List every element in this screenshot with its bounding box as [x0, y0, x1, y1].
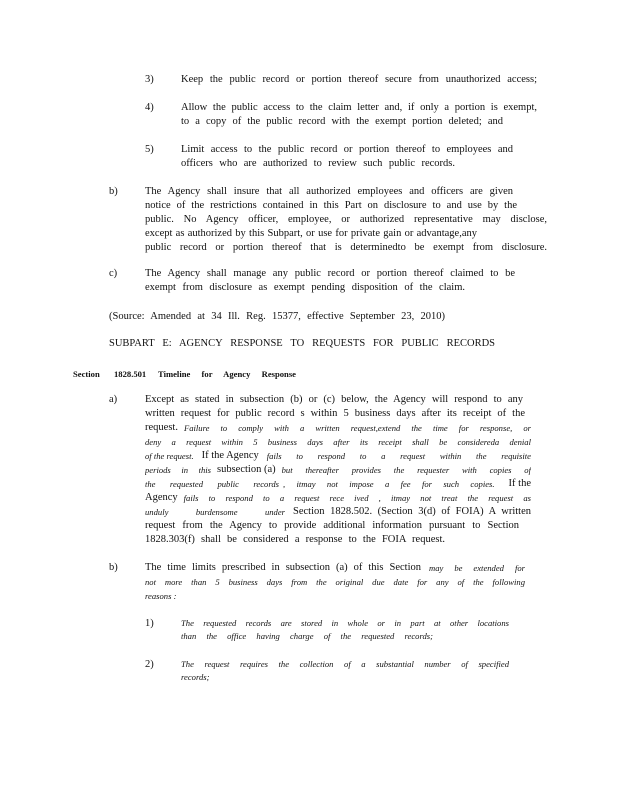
text-line: public record or portion thereof that is determinedto be exempt from disclosure. — [145, 242, 547, 253]
text-run: fails to respond to a request rece ived , itmay not treat the request as — [183, 493, 531, 503]
text-run: fails to respond to a request within the requisite — [266, 451, 531, 461]
item-label: 3) — [145, 74, 154, 85]
subpart-text: SUBPART E: AGENCY RESPONSE TO REQUESTS FOR PUBLIC RECORDS — [109, 338, 495, 349]
text-run: The time limits prescribed in subsection (a) of this Section — [145, 562, 421, 573]
text-line: except as authorized by this Subpart, or use for private gain or advantage,any — [145, 228, 477, 239]
para-label: b) — [109, 186, 118, 197]
text-line: The Agency shall manage any public record or portion thereof claimed to be — [145, 268, 515, 279]
subsection-label: a) — [109, 394, 118, 405]
text-run: periods in this — [145, 465, 211, 475]
text-run: of the request. — [145, 451, 194, 461]
text-line: reasons : — [145, 591, 177, 601]
text-line: The requested records are stored in whole or in part at other locations — [181, 618, 509, 628]
text-line: The request requires the collection of a substantial number of specified — [181, 659, 509, 669]
item-label: 5) — [145, 144, 154, 155]
text-line — [145, 421, 531, 435]
reason-text — [181, 617, 509, 643]
para-label: c) — [109, 268, 118, 279]
text-line: Allow the public access to the claim letter and, if only a portion is exempt, — [181, 102, 537, 113]
text-run: subsection (a) — [217, 464, 276, 475]
text-run: If the — [508, 478, 531, 489]
text-line: Except as stated in subsection (b) or (c) below, the Agency will respond to any — [145, 394, 523, 405]
text-line — [145, 463, 531, 477]
text-run: Failure to comply with a written request,extend the time for response, or — [183, 423, 531, 433]
section-title-text: Timeline for Agency Response — [158, 369, 296, 379]
item-text — [181, 143, 513, 171]
text-run: but thereafter provides the requester with copies of — [281, 465, 531, 475]
text-run: unduly burdensome under — [145, 507, 285, 517]
text-line — [145, 505, 531, 519]
para-text — [145, 185, 547, 255]
text-line: written request for public record s within 5 business days after its receipt of the — [145, 408, 525, 419]
text-line: deny a request within 5 business days after its receipt shall be considereda denial — [145, 437, 531, 447]
text-line: public. No Agency officer, employee, or authorized representative may disclose, — [145, 214, 547, 225]
text-run: Agency — [145, 492, 178, 503]
text-line-content: officers who are authorized to review such public records. — [181, 158, 455, 169]
section-label: Section — [73, 369, 100, 379]
source-note — [109, 310, 445, 324]
subpart-heading — [109, 337, 495, 351]
text-run: the requested public records — [145, 479, 279, 489]
reason-text — [181, 658, 509, 684]
text-line: 1828.303(f) shall be considered a response to the FOIA request. — [145, 534, 445, 545]
text-line: records; — [181, 672, 210, 682]
section-number: 1828.501 — [114, 369, 147, 379]
text-line — [145, 477, 531, 491]
subsection-text — [145, 393, 531, 547]
text-line — [145, 449, 531, 463]
item-label: 4) — [145, 102, 154, 113]
text-line-content: to a copy of the public record with the exempt portion deleted; and — [181, 116, 503, 127]
text-run: , itmay not impose a fee for such copies. — [283, 479, 495, 489]
text-line — [145, 561, 525, 575]
text-run: request. — [145, 422, 178, 433]
text-line — [181, 115, 503, 129]
source-text: (Source: Amended at 34 Ill. Reg. 15377, effective September 23, 2010) — [109, 311, 445, 322]
text-line: Keep the public record or portion thereof secure from unauthorized access; — [181, 74, 537, 85]
para-text — [145, 267, 515, 295]
reason-label: 2) — [145, 659, 154, 670]
reason-label: 1) — [145, 618, 154, 629]
text-line: request from the Agency to provide additional information pursuant to Section — [145, 520, 519, 531]
text-line: than the office having charge of the requested records; — [181, 631, 433, 641]
section-title — [158, 368, 296, 380]
text-line: notice of the restrictions contained in this Part on disclosure to and use by the — [145, 200, 517, 211]
text-run: Section 1828.502. (Section 3(d) of FOIA) A written — [293, 506, 531, 517]
text-line: The Agency shall insure that all authorized employees and officers are given — [145, 186, 513, 197]
text-run: may be extended for — [429, 563, 525, 573]
text-line: exempt from disclosure as exempt pending disposition of the claim. — [145, 282, 465, 293]
text-run: If the Agency — [201, 450, 259, 461]
text-line — [181, 157, 455, 171]
item-text — [181, 101, 537, 129]
text-line: Limit access to the public record or portion thereof to employees and — [181, 144, 513, 155]
text-line — [145, 491, 531, 505]
text-line: not more than 5 business days from the original due date for any of the following — [145, 577, 525, 587]
subsection-label: b) — [109, 562, 118, 573]
item-text — [181, 73, 537, 87]
subsection-text — [145, 561, 525, 604]
